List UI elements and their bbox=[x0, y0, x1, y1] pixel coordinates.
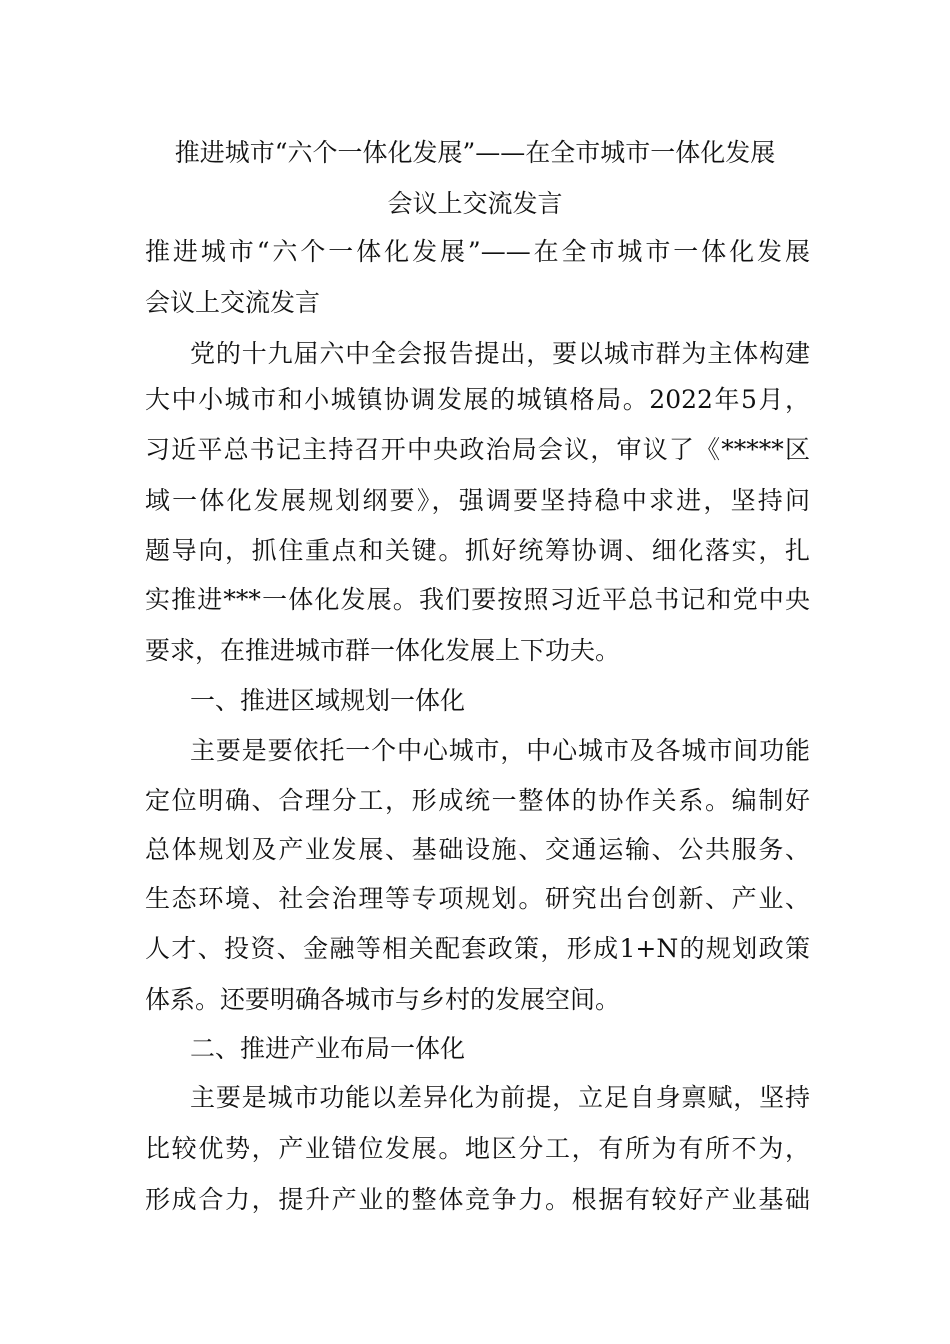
document-title-line-1: 推进城市“六个一体化发展”——在全市城市一体化发展 bbox=[174, 138, 776, 167]
section2-heading: 二、推进产业布局一体化 bbox=[190, 1034, 466, 1063]
section1-line-6: 体系。还要明确各城市与乡村的发展空间。 bbox=[145, 985, 621, 1014]
intro-line-2: 大中小城市和小城镇协调发展的城镇格局。2022年5月， bbox=[145, 385, 810, 414]
document-title-line-2: 会议上交流发言 bbox=[387, 189, 563, 218]
intro-line-3: 习近平总书记主持召开中央政治局会议，审议了《*****区 bbox=[145, 435, 810, 464]
section1-line-2: 定位明确、合理分工，形成统一整体的协作关系。编制好 bbox=[145, 786, 810, 815]
heading-line-2: 会议上交流发言 bbox=[145, 288, 321, 317]
section1-heading: 一、推进区域规划一体化 bbox=[190, 686, 466, 715]
section1-line-5: 人才、投资、金融等相关配套政策，形成1+N的规划政策 bbox=[145, 934, 810, 963]
intro-line-7: 要求，在推进城市群一体化发展上下功夫。 bbox=[145, 636, 621, 665]
intro-line-1: 党的十九届六中全会报告提出，要以城市群为主体构建 bbox=[190, 339, 810, 368]
section2-line-3: 形成合力，提升产业的整体竞争力。根据有较好产业基础 bbox=[145, 1185, 810, 1214]
section1-line-4: 生态环境、社会治理等专项规划。研究出台创新、产业、 bbox=[145, 884, 810, 913]
heading-line-1: 推进城市“六个一体化发展”——在全市城市一体化发展 bbox=[145, 237, 810, 266]
intro-line-5: 题导向，抓住重点和关键。抓好统筹协调、细化落实，扎 bbox=[145, 536, 810, 565]
section1-line-1: 主要是要依托一个中心城市，中心城市及各城市间功能 bbox=[190, 736, 810, 765]
intro-line-6: 实推进***一体化发展。我们要按照习近平总书记和党中央 bbox=[145, 585, 810, 614]
section2-line-2: 比较优势，产业错位发展。地区分工，有所为有所不为， bbox=[145, 1134, 810, 1163]
section2-line-1: 主要是城市功能以差异化为前提，立足自身禀赋，坚持 bbox=[190, 1083, 810, 1112]
section1-line-3: 总体规划及产业发展、基础设施、交通运输、公共服务、 bbox=[145, 835, 810, 864]
intro-line-4: 域一体化发展规划纲要》，强调要坚持稳中求进，坚持问 bbox=[145, 486, 810, 515]
